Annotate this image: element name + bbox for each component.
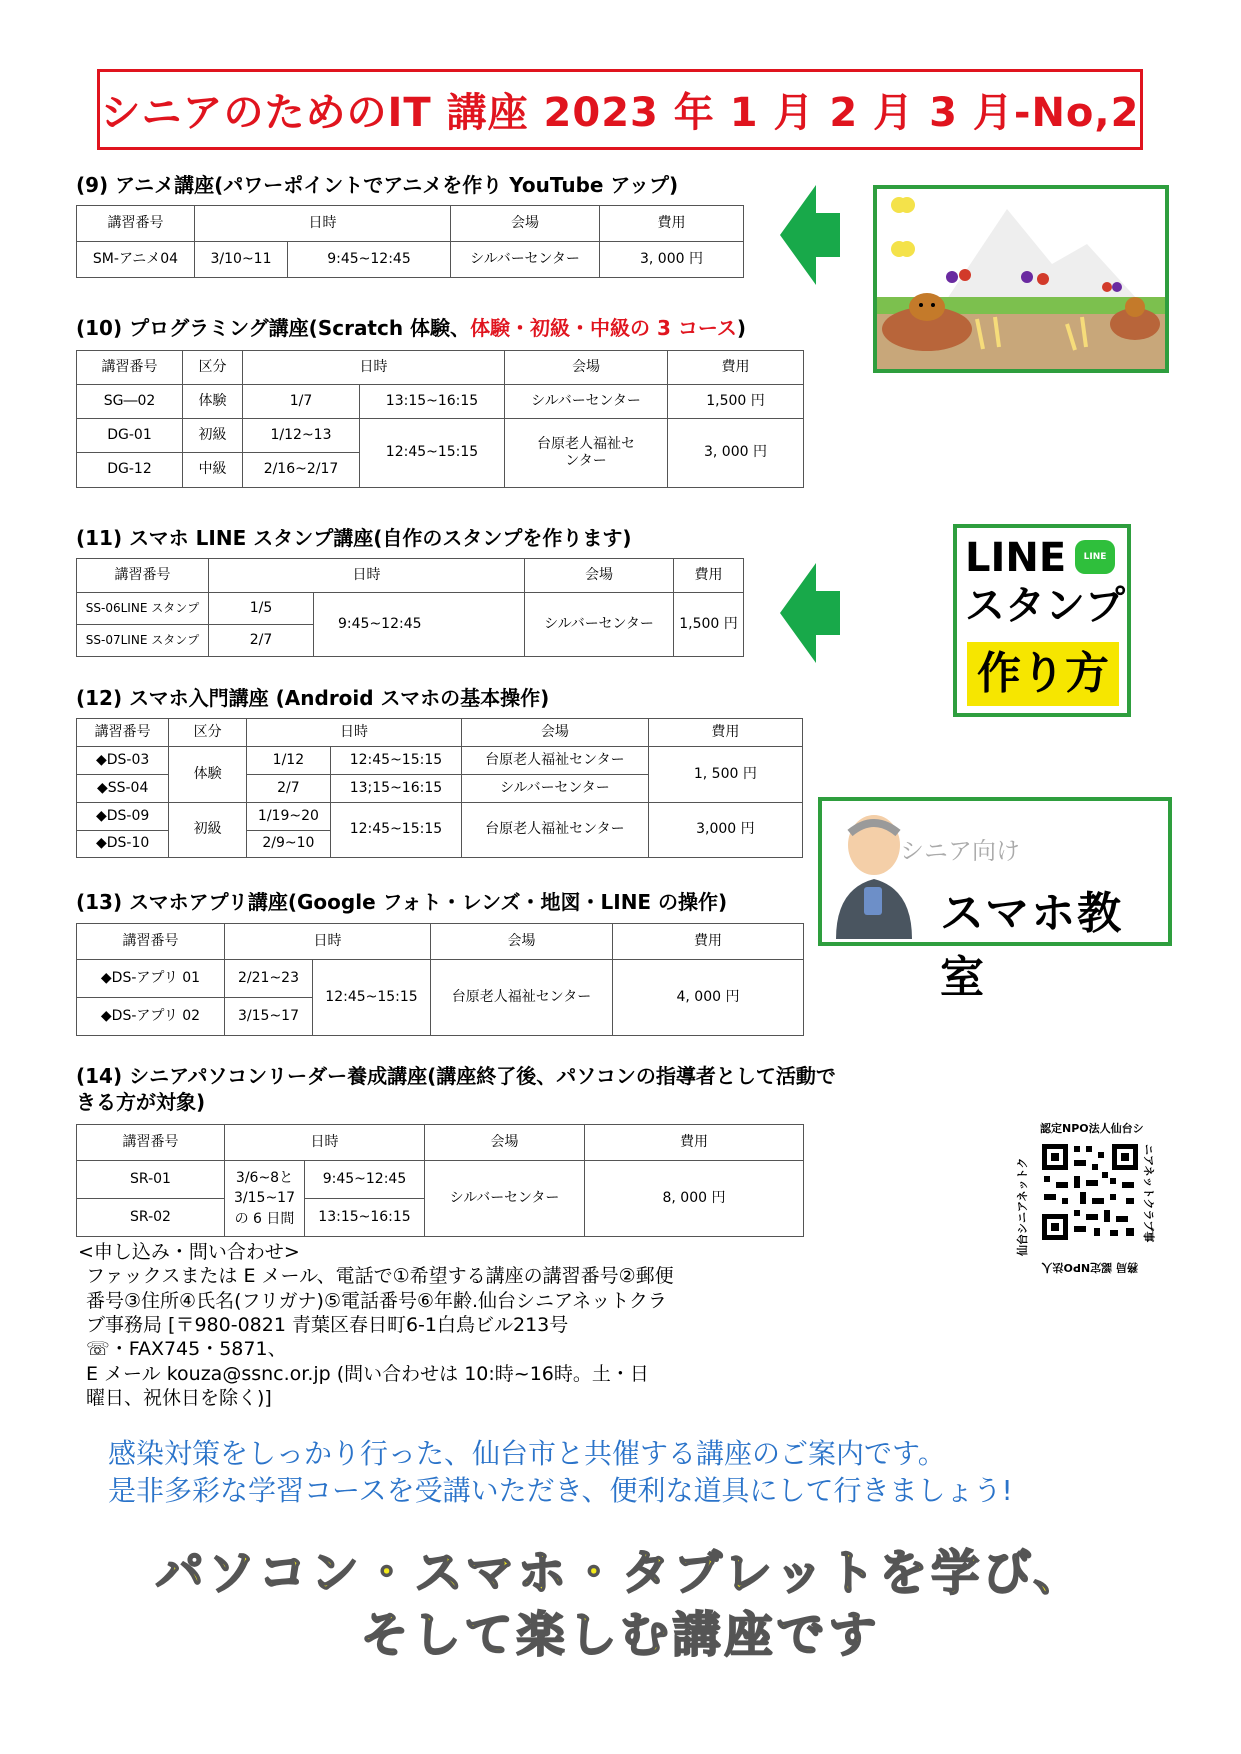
title-box — [97, 69, 1143, 150]
table-cell: ◆DS-10 — [77, 831, 169, 858]
header-cell: 会場 — [425, 1125, 585, 1161]
table-cell: 1/12~13 — [243, 419, 360, 453]
section-11-title: (11) スマホ LINE スタンプ講座(自作のスタンプを作ります) — [76, 526, 632, 550]
table-cell: 台原老人福祉センター — [462, 747, 649, 775]
qr-caption-left: 仙台シニアネットク — [1016, 1157, 1029, 1256]
page-title: シニアのためのIT 講座 2023 年 1 月 2 月 3 月-No,2 — [100, 90, 1140, 136]
table-cell: シルバーセンター — [462, 775, 649, 803]
qr-caption-top: 認定NPO法人仙台シ — [1040, 1122, 1144, 1135]
table-cell: 2/16~2/17 — [243, 453, 360, 488]
qr-caption-bottom: 務局 認定NPO法人 — [1041, 1261, 1138, 1274]
table-cell: 初級 — [183, 419, 243, 453]
section-10-title-part: (10) プログラミング講座(Scratch 体験、 — [76, 316, 471, 340]
table-cell: DG-01 — [77, 419, 183, 453]
smartphone-class-caption: シニア向け — [900, 837, 1020, 865]
header-cell: 講習番号 — [77, 206, 195, 242]
header-cell: 講習番号 — [77, 719, 169, 747]
table-cell: ◆DS-03 — [77, 747, 169, 775]
table-cell: 9:45~12:45 — [288, 242, 451, 278]
section-14-title-line: (14) シニアパソコンリーダー養成講座(講座終了後、パソコンの指導者として活動で — [76, 1064, 836, 1088]
table-cell: 2/7 — [246, 775, 330, 803]
header-cell: 区分 — [169, 719, 247, 747]
contact-line: 番号③住所④氏名(フリガナ)⑤電話番号⑥年齢.仙台シニアネットクラ — [86, 1289, 667, 1312]
table-cell: SG―02 — [77, 385, 183, 419]
table-cell: 1/5 — [209, 593, 314, 625]
table-cell: シルバーセンター — [425, 1161, 585, 1237]
section-10-title-part: ) — [736, 316, 747, 340]
table-cell: 12:45~15:15 — [313, 960, 431, 1036]
table-cell: 1,500 円 — [668, 385, 804, 419]
table-cell: 1/19~20 — [246, 803, 330, 831]
header-cell: 日時 — [209, 559, 525, 593]
header-cell: 会場 — [505, 351, 668, 385]
header-cell: 講習番号 — [77, 924, 225, 960]
slogan — [0, 1542, 1241, 1667]
table-cell: 9:45~12:45 — [314, 593, 525, 657]
smartphone-class-illustration — [818, 797, 1172, 1003]
header-cell: 会場 — [431, 924, 613, 960]
qr-caption-right: ニアネットクラブ事 — [1142, 1144, 1155, 1243]
header-cell: 講習番号 — [77, 1125, 225, 1161]
header-cell: 日時 — [246, 719, 461, 747]
header-cell: 講習番号 — [77, 559, 209, 593]
table-cell: 1/7 — [243, 385, 360, 419]
table-cell: 1,500 円 — [674, 593, 744, 657]
section-13-title: (13) スマホアプリ講座(Google フォト・レンズ・地図・LINE の操作) — [76, 890, 728, 914]
contact-section — [78, 1240, 806, 1410]
table-cell: 2/7 — [209, 625, 314, 657]
slogan-line: パソコン・スマホ・タブレットを学び、 — [155, 1545, 1086, 1601]
table-cell: 体験 — [169, 747, 247, 803]
table-cell: ◆DS-アプリ 02 — [77, 998, 225, 1036]
header-cell: 日時 — [225, 924, 431, 960]
table-cell — [225, 1161, 305, 1237]
line-stamp-word: LINE — [965, 535, 1067, 581]
section-14-table — [76, 1124, 804, 1237]
anime-illustration — [873, 185, 1169, 373]
contact-line: E メール kouza@ssnc.or.jp (問い合わせは 10:時~16時。土・日 — [86, 1362, 649, 1385]
header-cell: 会場 — [462, 719, 649, 747]
contact-line: ブ事務局 [〒980-0821 青葉区春日町6-1白鳥ビル213号 — [86, 1313, 569, 1336]
header-cell: 日時 — [243, 351, 505, 385]
table-cell: ◆DS-09 — [77, 803, 169, 831]
table-cell: シルバーセンター — [525, 593, 674, 657]
line-stamp-illustration — [953, 524, 1131, 717]
table-cell: 中級 — [183, 453, 243, 488]
section-13-table — [76, 923, 804, 1036]
table-cell: シルバーセンター — [505, 385, 668, 419]
table-cell: 8, 000 円 — [585, 1161, 804, 1237]
header-cell: 講習番号 — [77, 351, 183, 385]
table-cell: DG-12 — [77, 453, 183, 488]
table-cell: 13;15~16:15 — [330, 775, 461, 803]
table-cell: 台原老人福祉センター — [505, 419, 668, 488]
header-cell: 費用 — [585, 1125, 804, 1161]
date-line: 3/15~17 — [234, 1190, 295, 1207]
table-cell: SS-06LINE スタンプ — [77, 593, 209, 625]
header-cell: 日時 — [225, 1125, 425, 1161]
table-cell: 体験 — [183, 385, 243, 419]
table-cell: 12:45~15:15 — [330, 747, 461, 775]
table-cell: 台原老人福祉センター — [431, 960, 613, 1036]
header-cell: 費用 — [668, 351, 804, 385]
table-cell: ◆DS-アプリ 01 — [77, 960, 225, 998]
line-logo-icon: LINE — [1075, 540, 1115, 574]
table-cell: SR-02 — [77, 1199, 225, 1237]
table-cell: SM-アニメ04 — [77, 242, 195, 278]
table-cell: 12:45~15:15 — [330, 803, 461, 858]
table-cell: 13:15~16:15 — [360, 385, 505, 419]
table-cell: 台原老人福祉センター — [462, 803, 649, 858]
section-12-title: (12) スマホ入門講座 (Android スマホの基本操作) — [76, 686, 550, 710]
info-message — [108, 1436, 1208, 1510]
header-cell: 費用 — [674, 559, 744, 593]
info-message-line: 是非多彩な学習コースを受講いただき、便利な道具にして行きましょう! — [108, 1473, 1013, 1507]
anime-scene-icon — [877, 189, 1165, 369]
section-9-title: (9) アニメ講座(パワーポイントでアニメを作り YouTube アップ) — [76, 173, 679, 197]
section-10-title-highlight: 体験・初級・中級の 3 コース — [470, 316, 737, 340]
table-cell: 2/21~23 — [225, 960, 313, 998]
qr-block — [1010, 1116, 1160, 1281]
table-cell: SS-07LINE スタンプ — [77, 625, 209, 657]
table-cell: 2/9~10 — [246, 831, 330, 858]
table-cell: 12:45~15:15 — [360, 419, 505, 488]
section-14-title — [76, 1063, 836, 1115]
contact-line: ☏・FAX745・5871、 — [86, 1338, 287, 1361]
header-cell: 費用 — [613, 924, 804, 960]
section-11-table — [76, 558, 744, 657]
table-cell: 1/12 — [246, 747, 330, 775]
header-cell: 会場 — [451, 206, 600, 242]
contact-line: ファックスまたは E メール、電話で①希望する講座の講習番号②郵便 — [86, 1265, 674, 1288]
section-9-table — [76, 205, 744, 278]
table-cell: 9:45~12:45 — [305, 1161, 425, 1199]
date-line: 3/6~8と — [235, 1170, 294, 1187]
header-cell: 費用 — [648, 719, 802, 747]
line-stamp-word: 作り方 — [967, 642, 1119, 706]
header-cell: 会場 — [525, 559, 674, 593]
table-cell: SR-01 — [77, 1161, 225, 1199]
table-cell: 3/15~17 — [225, 998, 313, 1036]
date-line: の 6 日間 — [234, 1210, 295, 1227]
table-cell: ◆SS-04 — [77, 775, 169, 803]
table-cell: 初級 — [169, 803, 247, 858]
table-cell: 3, 000 円 — [600, 242, 744, 278]
header-cell: 区分 — [183, 351, 243, 385]
section-12-table — [76, 718, 803, 858]
green-arrow-left-icon — [780, 185, 840, 285]
section-10-title — [76, 312, 746, 341]
section-14-title-line: きる方が対象) — [76, 1090, 206, 1114]
line-stamp-word: スタンプ — [965, 583, 1125, 629]
slogan-line: そして楽しむ講座です — [360, 1607, 881, 1664]
table-cell: 3/10~11 — [195, 242, 288, 278]
table-cell: 13:15~16:15 — [305, 1199, 425, 1237]
table-cell: 3,000 円 — [648, 803, 802, 858]
header-cell: 日時 — [195, 206, 451, 242]
contact-heading: <申し込み・問い合わせ> — [78, 1241, 300, 1263]
table-cell: シルバーセンター — [451, 242, 600, 278]
smartphone-class-heading: スマホ教室 — [940, 888, 1124, 1003]
table-cell: 1, 500 円 — [648, 747, 802, 803]
table-cell: 4, 000 円 — [613, 960, 804, 1036]
header-cell: 費用 — [600, 206, 744, 242]
contact-line: 曜日、祝休日を除く)] — [86, 1386, 272, 1409]
section-10-table — [76, 350, 804, 488]
table-cell: 3, 000 円 — [668, 419, 804, 488]
info-message-line: 感染対策をしっかり行った、仙台市と共催する講座のご案内です。 — [108, 1437, 946, 1470]
green-arrow-left-icon — [780, 563, 840, 663]
qr-code-icon — [1040, 1142, 1140, 1242]
